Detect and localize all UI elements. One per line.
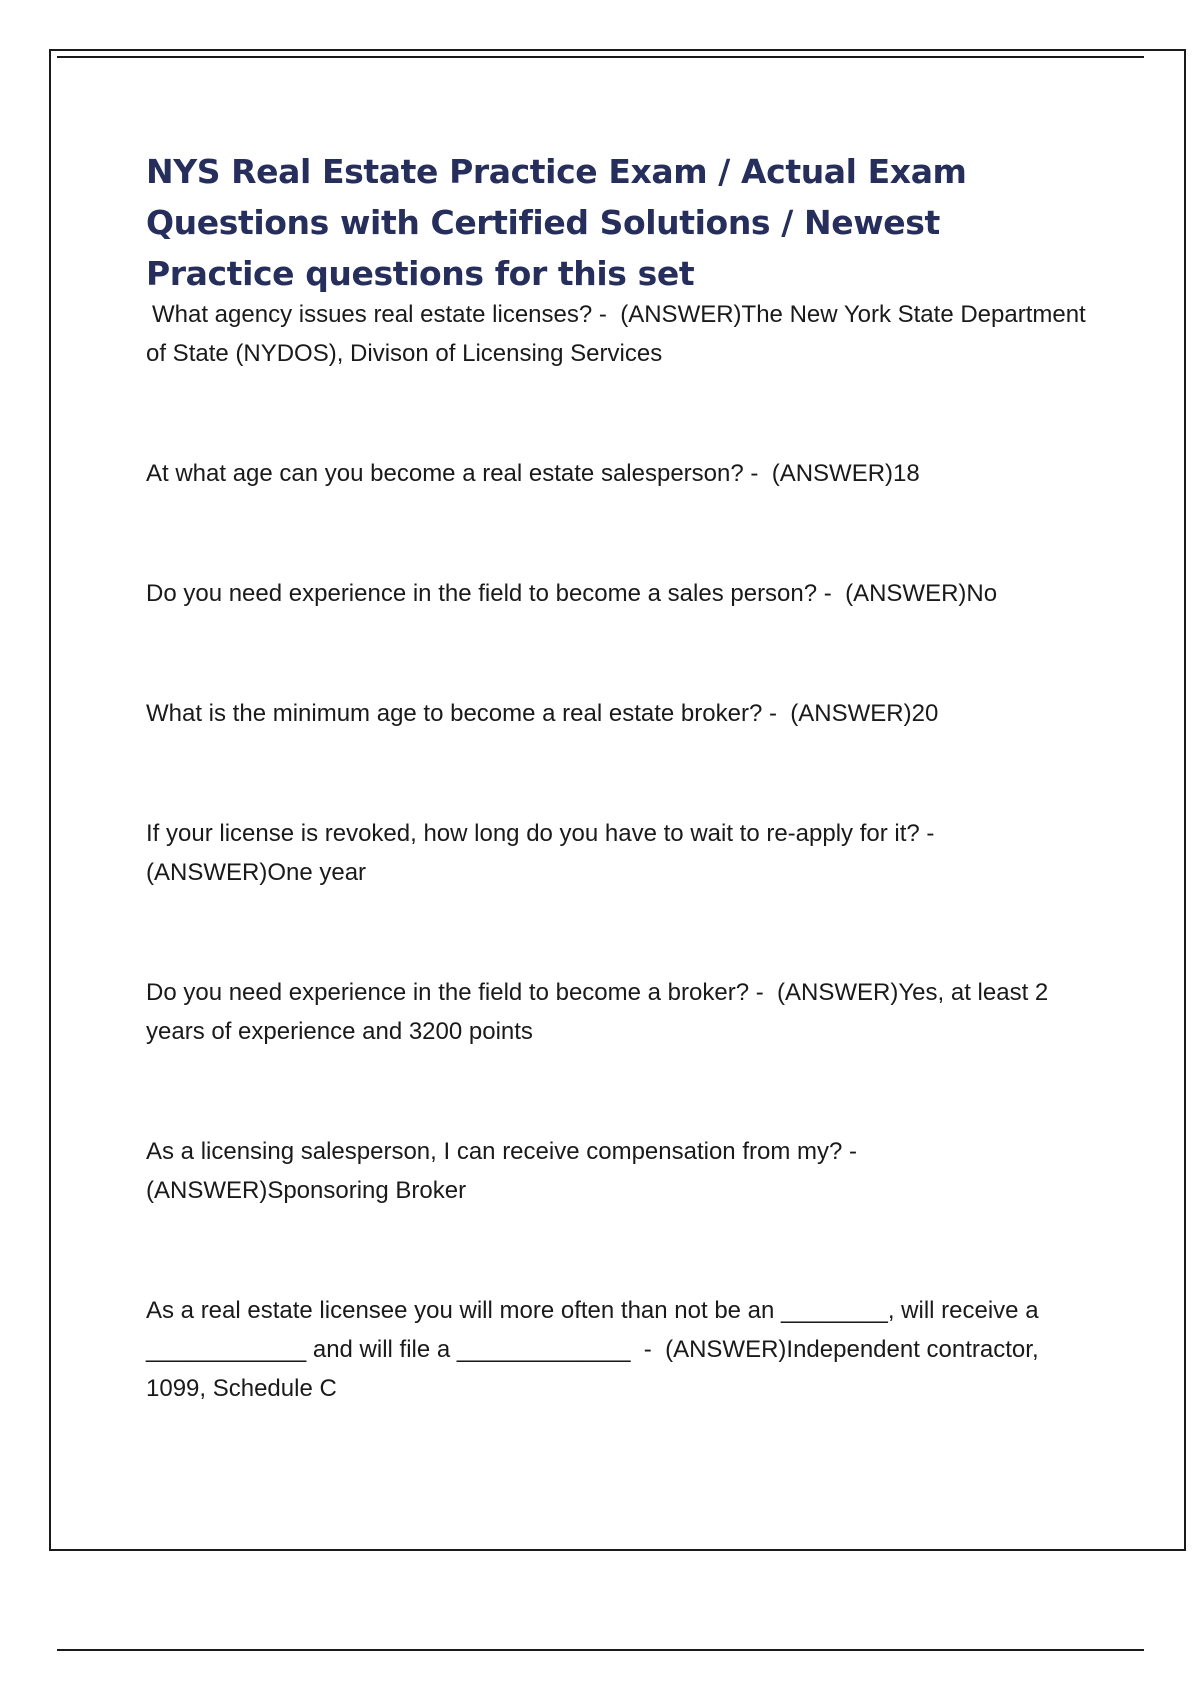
qa-item [146, 1132, 1096, 1210]
qa-text: As a licensing salesperson, I can receive compensation from my? - (ANSWER)Sponsoring Broker [146, 1138, 871, 1204]
qa-text: What is the minimum age to become a real estate broker? - (ANSWER)20 [146, 700, 939, 727]
qa-item [146, 574, 1096, 613]
qa-text: At what age can you become a real estate salesperson? - (ANSWER)18 [146, 460, 920, 487]
qa-text: As a real estate licensee you will more often than not be an ________, will receive a ____________ and will file a _____________ - (ANSWER)Independent contractor, 1099, Schedule C [146, 1297, 1046, 1402]
qa-text: What agency issues real estate licenses? - (ANSWER)The New York State Department of State (NYDOS), Divison of Licensing Services [146, 301, 1093, 367]
qa-list [146, 295, 1096, 1408]
qa-item [146, 1291, 1096, 1408]
qa-item [146, 814, 1096, 892]
qa-text: Do you need experience in the field to become a sales person? - (ANSWER)No [146, 580, 998, 607]
qa-item [146, 295, 1096, 373]
qa-item [146, 454, 1096, 493]
bottom-rule [57, 1649, 1144, 1651]
qa-text: If your license is revoked, how long do you have to wait to re-apply for it? - (ANSWER)One year [146, 820, 948, 886]
top-rule [57, 56, 1144, 58]
qa-item [146, 694, 1096, 733]
qa-text: Do you need experience in the field to become a broker? - (ANSWER)Yes, at least 2 years of experience and 3200 points [146, 979, 1055, 1045]
qa-item [146, 973, 1096, 1051]
document-title: NYS Real Estate Practice Exam / Actual Exam Questions with Certified Solutions / Newest Practice questions for this set [146, 152, 967, 293]
document-body [146, 146, 1096, 1408]
